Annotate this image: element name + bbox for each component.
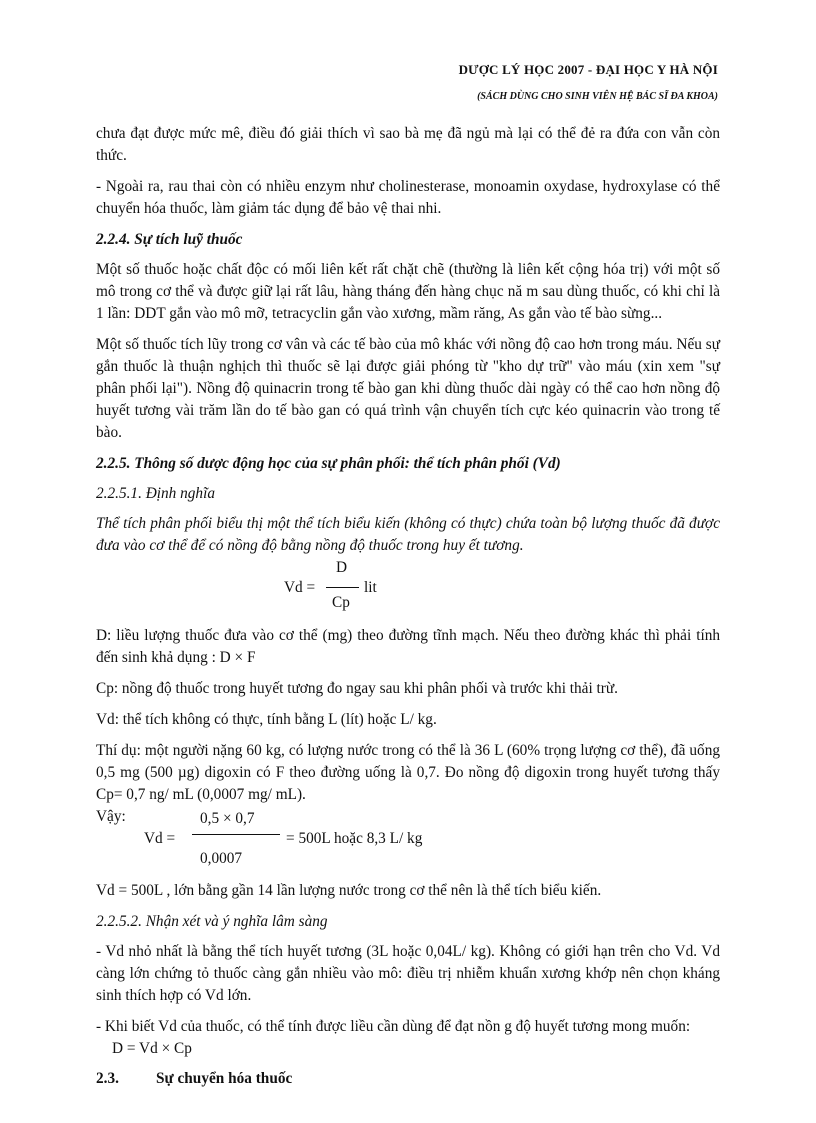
paragraph-5: - Vd nhỏ nhất là bằng thể tích huyết tương (3L hoặc 0,04L/ kg). Không có giới hạn trên cho Vd. Vd càng lớn chứng tỏ thuốc càng gắn nhiều vào mô: điều trị nhiễm khuẩn xương khớp nên chọn kháng sinh thích hợp có Vd lớn. — [96, 943, 720, 1004]
paragraph-4: Một số thuốc tích lũy trong cơ vân và các tế bào của mô khác với nồng độ cao hơn trong máu. Nếu sự gắn thuốc là thuận nghịch thì thuốc sẽ lại được giải phóng từ "kho dự trữ" vào máu (xin xem "sự phân phối lại"). Nồng độ quinacrin trong tế bào gan khi dùng thuốc dài ngày có thể cao hơn nồng độ huyết tương vài trăm lần do tế bào gan có quá trình vận chuyển tích cực kéo quinacrin vào trong tế bào. — [96, 336, 720, 441]
definition-paragraph: Thể tích phân phối biểu thị một thể tích biểu kiến (không có thực) chứa toàn bộ lượng thuốc đã được đưa vào cơ thể để có nồng độ bằng nồng độ thuốc trong huy ết tương. — [96, 515, 720, 554]
formula-example-result: = 500L hoặc 8,3 L/ kg — [286, 830, 423, 847]
header-title: DƯỢC LÝ HỌC 2007 - ĐẠI HỌC Y HÀ NỘI — [458, 62, 718, 77]
formula-example-intro: Vậy: — [96, 808, 126, 825]
formula-example — [96, 806, 720, 872]
paragraph-3: Một số thuốc hoặc chất độc có mối liên kết rất chặt chẽ (thường là liên kết cộng hóa trị) với một số mô trong cơ thể và được giữ lại rất lâu, hàng tháng đến hàng chục nă m sau dùng thuốc, có khi chỉ là 1 lần: DDT gắn vào mô mỡ, tetracyclin gắn vào xương, mầm răng, As gắn vào tế bào sừng... — [96, 261, 720, 322]
section-2-3-title: Sự chuyển hóa thuốc — [156, 1070, 293, 1087]
paragraph-1: chưa đạt được mức mê, điều đó giải thích vì sao bà mẹ đã ngủ mà lại có thể đẻ ra đứa con vẫn còn thức. — [96, 125, 720, 164]
formula-vd — [96, 559, 720, 617]
section-2-3-heading — [96, 1068, 720, 1090]
definition-cp: Cp: nồng độ thuốc trong huyết tương đo ngay sau khi phân phối và trước khi thải trừ. — [96, 680, 618, 697]
formula-vd-lhs: Vd = — [284, 579, 316, 596]
formula-example-fraction-bar — [192, 834, 280, 835]
definition-vd: Vd: thể tích không có thực, tính bằng L (lít) hoặc L/ kg. — [96, 711, 437, 728]
section-2-3-number: 2.3. — [96, 1070, 119, 1087]
formula-vd-numerator: D — [336, 559, 348, 576]
paragraph-vd-500: Vd = 500L , lớn bằng gần 14 lần lượng nước trong cơ thể nên là thể tích biểu kiến. — [96, 882, 602, 899]
page-content — [96, 123, 720, 1090]
formula-example-lhs: Vd = — [144, 830, 176, 847]
example-paragraph: Thí dụ: một người nặng 60 kg, có lượng nước trong có thể là 36 L (60% trọng lượng cơ thể), đã uống 0,5 mg (500 µg) digoxin có F theo đường uống là 0,7. Đo nồng độ digoxin trong huyết tương thấy Cp= 0,7 ng/ mL (0,0007 mg/ mL). — [96, 742, 720, 803]
heading-2-2-5: 2.2.5. Thông số dược động học của sự phân phối: thể tích phân phối (Vd) — [96, 455, 561, 472]
formula-vd-fraction-bar — [326, 587, 359, 588]
paragraph-2: - Ngoài ra, rau thai còn có nhiều enzym như cholinesterase, monoamin oxydase, hydroxylase có thể chuyển hóa thuốc, làm giảm tác dụng để bảo vệ thai nhi. — [96, 178, 720, 217]
paragraph-6: - Khi biết Vd của thuốc, có thể tính được liều cần dùng để đạt nồn g độ huyết tương mong muốn: — [96, 1018, 691, 1035]
formula-example-denominator: 0,0007 — [200, 850, 243, 867]
formula-vd-denominator: Cp — [332, 594, 350, 611]
formula-dose: D = Vd × Cp — [112, 1040, 192, 1057]
heading-2-2-5-1: 2.2.5.1. Định nghĩa — [96, 485, 215, 502]
formula-vd-unit: lit — [364, 579, 377, 596]
heading-2-2-5-2: 2.2.5.2. Nhận xét và ý nghĩa lâm sàng — [96, 913, 328, 930]
heading-2-2-4: 2.2.4. Sự tích luỹ thuốc — [96, 231, 243, 248]
header-subtitle: (SÁCH DÙNG CHO SINH VIÊN HỆ BÁC SĨ ĐA KHOA) — [477, 91, 718, 102]
definition-d: D: liều lượng thuốc đưa vào cơ thể (mg) theo đường tĩnh mạch. Nếu theo đường khác thì phải tính đến sinh khả dụng : D × F — [96, 627, 720, 666]
formula-example-numerator: 0,5 × 0,7 — [200, 810, 255, 827]
